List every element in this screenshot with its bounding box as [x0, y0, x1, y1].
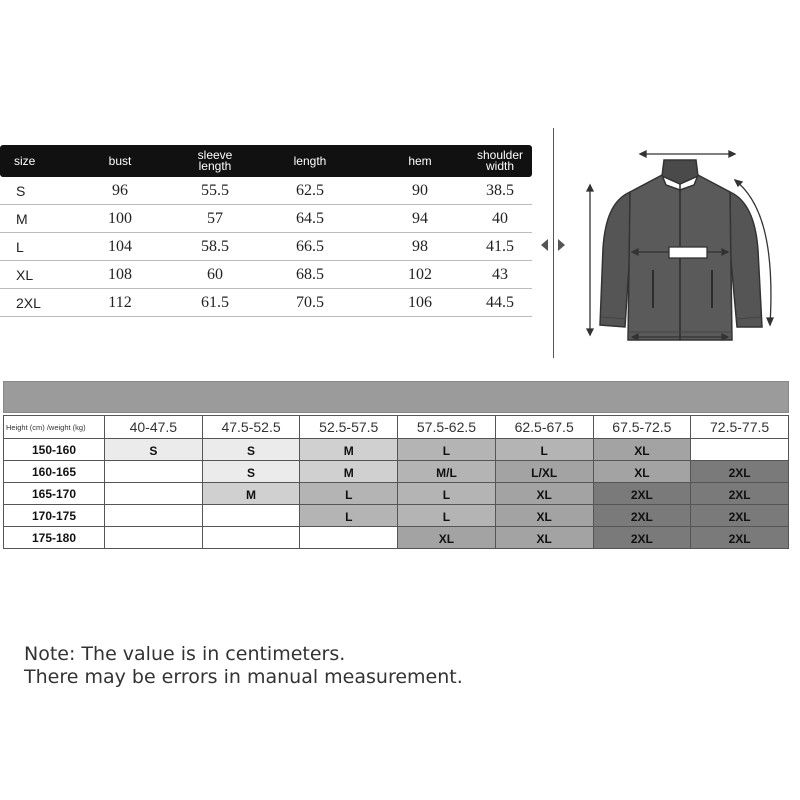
size-recommendation-cell — [398, 461, 496, 483]
weight-range: 52.5-57.5 — [300, 416, 398, 439]
arrow-left-icon — [541, 239, 548, 251]
hem-value: 98 — [412, 237, 428, 255]
note-line-errors: There may be errors in manual measurement. — [24, 666, 463, 688]
size-row-xl — [0, 261, 532, 289]
size-recommendation-cell — [691, 483, 789, 505]
shoulder-width-value: 44.5 — [486, 293, 514, 311]
size-label: M — [16, 210, 28, 227]
shoulder-width-value: 40 — [492, 209, 508, 227]
size-recommendation-cell — [691, 439, 789, 461]
size-row-s — [0, 177, 532, 205]
length-value: 64.5 — [296, 209, 324, 227]
size-recommendation-label: XL — [536, 488, 552, 502]
shoulder-width-value: 41.5 — [486, 237, 514, 255]
size-recommendation-label: L — [442, 510, 451, 524]
sleeve-length-value: 57 — [207, 209, 223, 227]
hem-value: 94 — [412, 209, 428, 227]
size-recommendation-label: L — [442, 444, 451, 458]
sleeve-length-value: 60 — [207, 265, 223, 283]
size-recommendation-cell — [495, 439, 593, 461]
size-recommendation-label: XL — [438, 532, 455, 546]
size-recommendation-label: XL — [536, 510, 552, 524]
header-length: length — [293, 153, 327, 168]
size-recommendation-label: S — [247, 466, 256, 480]
size-recommendation-cell — [300, 505, 398, 527]
size-recommendation-cell — [105, 505, 203, 527]
weight-range: 57.5-62.5 — [398, 416, 496, 439]
size-recommendation-label: 2XL — [728, 510, 751, 524]
bust-value: 104 — [108, 237, 132, 255]
bust-value: 112 — [108, 293, 132, 311]
weight-range: 40-47.5 — [105, 416, 203, 439]
size-recommendation-label: M — [246, 488, 257, 502]
header-hem: hem — [408, 153, 432, 168]
size-recommendation-cell — [398, 505, 496, 527]
size-recommendation-label: 2XL — [630, 510, 653, 524]
height-weight-table — [3, 415, 789, 549]
height-row — [4, 439, 789, 461]
size-recommendation-cell — [202, 483, 300, 505]
arrow-right-icon — [558, 239, 565, 251]
size-label: L — [16, 238, 24, 255]
size-recommendation-cell — [398, 439, 496, 461]
chart-banner — [3, 381, 789, 413]
size-recommendation-cell — [105, 439, 203, 461]
bust-value: 100 — [108, 209, 132, 227]
height-row — [4, 461, 789, 483]
size-recommendation-cell — [593, 483, 691, 505]
size-label: 2XL — [16, 294, 41, 311]
shoulder-width-value: 43 — [492, 265, 508, 283]
corner-label: Height (cm) /weight (kg) — [4, 416, 105, 439]
length-value: 66.5 — [296, 237, 324, 255]
size-recommendation-cell — [300, 461, 398, 483]
size-recommendation-cell — [593, 461, 691, 483]
size-recommendation-label: M/L — [436, 466, 457, 480]
size-recommendation-cell — [202, 461, 300, 483]
size-recommendation-label: 2XL — [630, 532, 653, 546]
size-recommendation-label: XL — [634, 444, 650, 458]
header-size: size — [14, 153, 36, 168]
size-recommendation-label: L — [442, 488, 451, 502]
hem-value: 90 — [412, 181, 428, 199]
size-recommendation-cell — [593, 439, 691, 461]
size-recommendation-cell — [495, 505, 593, 527]
length-value: 68.5 — [296, 265, 324, 283]
size-recommendation-label: M — [343, 466, 354, 480]
height-range: 170-175 — [4, 505, 105, 527]
size-recommendation-cell — [691, 527, 789, 549]
size-recommendation-label: M — [343, 444, 354, 458]
header-shoulder-width: shoulder width — [476, 148, 524, 173]
height-row — [4, 505, 789, 527]
size-recommendation-cell — [691, 461, 789, 483]
hem-value: 106 — [408, 293, 432, 311]
measurement-notes — [24, 643, 463, 689]
size-table-header — [0, 145, 532, 177]
size-recommendation-label: L — [345, 510, 353, 524]
size-recommendation-label: XL — [536, 532, 552, 546]
size-recommendation-label: L/XL — [531, 466, 558, 480]
size-recommendation-cell — [300, 527, 398, 549]
size-row-l — [0, 233, 532, 261]
size-recommendation-cell — [202, 439, 300, 461]
height-row — [4, 527, 789, 549]
size-recommendation-cell — [105, 461, 203, 483]
shoulder-width-value: 38.5 — [486, 181, 514, 199]
sleeve-length-value: 58.5 — [201, 237, 229, 255]
size-recommendation-label: L — [345, 488, 353, 502]
size-recommendation-label: 2XL — [728, 488, 751, 502]
size-label: S — [16, 182, 26, 199]
size-recommendation-cell — [202, 505, 300, 527]
size-recommendation-cell — [495, 527, 593, 549]
bust-value: 108 — [108, 265, 132, 283]
height-weight-chart — [3, 381, 789, 549]
weight-range: 67.5-72.5 — [593, 416, 691, 439]
sleeve-length-value: 61.5 — [201, 293, 229, 311]
length-value: 70.5 — [296, 293, 324, 311]
weight-range: 62.5-67.5 — [495, 416, 593, 439]
header-bust: bust — [108, 153, 132, 168]
sleeve-length-value: 55.5 — [201, 181, 229, 199]
size-measurement-table — [0, 145, 532, 317]
size-recommendation-cell — [202, 527, 300, 549]
hem-value: 102 — [408, 265, 432, 283]
weight-range: 72.5-77.5 — [691, 416, 789, 439]
size-recommendation-cell — [691, 505, 789, 527]
height-range: 165-170 — [4, 483, 105, 505]
note-line-units: Note: The value is in centimeters. — [24, 643, 346, 665]
header-sleeve-length: sleeve length — [197, 148, 233, 173]
height-row — [4, 483, 789, 505]
size-recommendation-cell — [105, 483, 203, 505]
size-row-m — [0, 205, 532, 233]
size-row-2xl — [0, 289, 532, 317]
height-range: 160-165 — [4, 461, 105, 483]
size-recommendation-label: 2XL — [630, 488, 653, 502]
size-recommendation-label: L — [540, 444, 548, 458]
size-recommendation-label: S — [149, 444, 158, 458]
height-range: 150-160 — [4, 439, 105, 461]
length-value: 62.5 — [296, 181, 324, 199]
size-recommendation-cell — [105, 527, 203, 549]
size-recommendation-cell — [398, 483, 496, 505]
size-recommendation-cell — [495, 461, 593, 483]
size-recommendation-cell — [593, 527, 691, 549]
size-recommendation-cell — [495, 483, 593, 505]
jacket-diagram-icon — [570, 130, 790, 360]
size-recommendation-cell — [593, 505, 691, 527]
bust-value: 96 — [112, 181, 128, 199]
vertical-divider — [553, 128, 554, 358]
height-range: 175-180 — [4, 527, 105, 549]
weight-range: 47.5-52.5 — [202, 416, 300, 439]
size-recommendation-cell — [300, 439, 398, 461]
size-recommendation-label: XL — [634, 466, 650, 480]
size-recommendation-label: S — [247, 444, 256, 458]
weight-header-row — [4, 416, 789, 439]
size-recommendation-label: 2XL — [728, 466, 751, 480]
size-recommendation-cell — [300, 483, 398, 505]
size-recommendation-label: 2XL — [728, 532, 751, 546]
size-label: XL — [16, 266, 34, 283]
size-recommendation-cell — [398, 527, 496, 549]
